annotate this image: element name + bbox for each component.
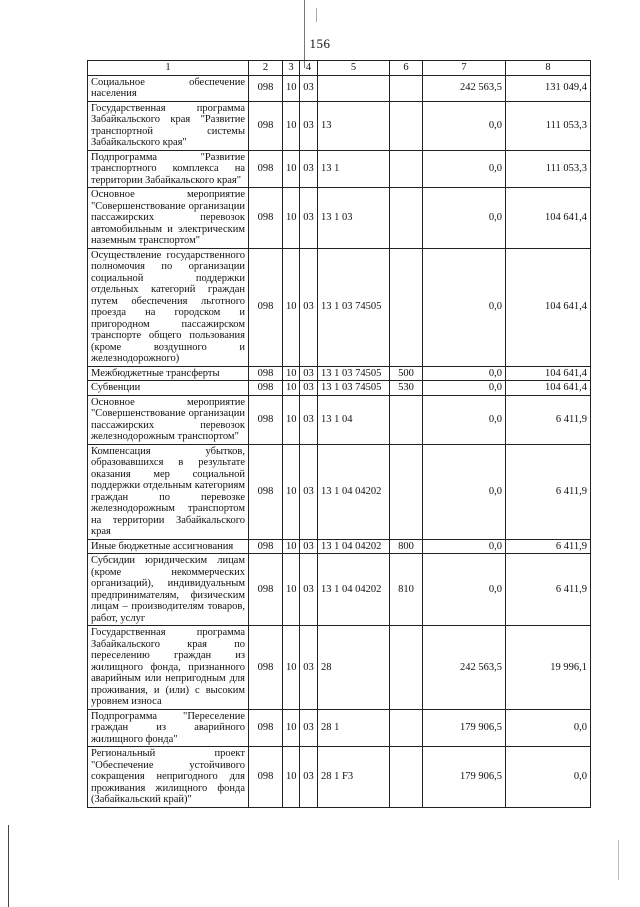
table-row [88, 444, 591, 539]
expense-type-code: 530 [390, 381, 423, 396]
section-code: 10 [283, 747, 300, 808]
amount-col8: 104 641,4 [506, 381, 591, 396]
table-row [88, 248, 591, 366]
section-code: 10 [283, 554, 300, 626]
row-name: Осуществление государственного полномочия по организации социальной поддержки отдельных категорий граждан путем обеспечения льготного проезда на городском и пригородном пассажирском транспорте общего пользования (кроме воздушного и железнодорожного) [88, 248, 249, 366]
table-body [88, 75, 591, 807]
target-article-code: 28 1 [318, 709, 390, 747]
table-row [88, 150, 591, 188]
admin-code: 098 [249, 626, 283, 710]
expense-type-code [390, 101, 423, 150]
target-article-code: 13 1 03 74505 [318, 381, 390, 396]
subsection-code: 03 [300, 539, 318, 554]
section-code: 10 [283, 101, 300, 150]
row-name: Социальное обеспечение населения [88, 75, 249, 101]
expense-type-code [390, 150, 423, 188]
amount-col8: 104 641,4 [506, 248, 591, 366]
table-row [88, 554, 591, 626]
expense-type-code [390, 709, 423, 747]
target-article-code: 13 1 03 74505 [318, 366, 390, 381]
target-article-code: 13 1 04 04202 [318, 444, 390, 539]
admin-code: 098 [249, 554, 283, 626]
amount-col7: 0,0 [423, 444, 506, 539]
column-header: 1 [88, 61, 249, 76]
column-header: 3 [283, 61, 300, 76]
expense-type-code [390, 188, 423, 249]
table-row [88, 381, 591, 396]
amount-col7: 0,0 [423, 539, 506, 554]
target-article-code: 13 1 03 [318, 188, 390, 249]
amount-col8: 6 411,9 [506, 444, 591, 539]
subsection-code: 03 [300, 150, 318, 188]
row-name: Иные бюджетные ассигнования [88, 539, 249, 554]
table-row [88, 366, 591, 381]
admin-code: 098 [249, 539, 283, 554]
table-row [88, 709, 591, 747]
amount-col7: 0,0 [423, 381, 506, 396]
row-name: Межбюджетные трансферты [88, 366, 249, 381]
admin-code: 098 [249, 709, 283, 747]
expense-type-code: 810 [390, 554, 423, 626]
column-header: 5 [318, 61, 390, 76]
amount-col7: 0,0 [423, 554, 506, 626]
table-row [88, 101, 591, 150]
expense-type-code [390, 75, 423, 101]
admin-code: 098 [249, 248, 283, 366]
amount-col8: 131 049,4 [506, 75, 591, 101]
table-row [88, 188, 591, 249]
table-row [88, 75, 591, 101]
amount-col8: 0,0 [506, 747, 591, 808]
amount-col8: 19 996,1 [506, 626, 591, 710]
amount-col7: 0,0 [423, 395, 506, 444]
row-name: Компенсация убытков, образовавшихся в результате оказания мер социальной поддержки отдельным категориям граждан по перевозке железнодорожным транспортом на территории Забайкальского края [88, 444, 249, 539]
section-code: 10 [283, 188, 300, 249]
expense-type-code [390, 747, 423, 808]
expense-type-code [390, 248, 423, 366]
section-code: 10 [283, 150, 300, 188]
amount-col8: 6 411,9 [506, 395, 591, 444]
amount-col8: 111 053,3 [506, 150, 591, 188]
expense-type-code [390, 444, 423, 539]
column-header: 4 [300, 61, 318, 76]
amount-col7: 0,0 [423, 150, 506, 188]
row-name: Подпрограмма "Развитие транспортного комплекса на территории Забайкальского края" [88, 150, 249, 188]
section-code: 10 [283, 626, 300, 710]
expense-type-code: 800 [390, 539, 423, 554]
admin-code: 098 [249, 381, 283, 396]
section-code: 10 [283, 709, 300, 747]
section-code: 10 [283, 75, 300, 101]
section-code: 10 [283, 366, 300, 381]
amount-col7: 0,0 [423, 101, 506, 150]
target-article-code: 13 1 04 04202 [318, 539, 390, 554]
admin-code: 098 [249, 444, 283, 539]
table-header-row [88, 61, 591, 76]
amount-col8: 6 411,9 [506, 539, 591, 554]
row-name: Субсидии юридическим лицам (кроме некоммерческих организаций), индивидуальным предпринимателям, физическим лицам – производителям товаров, работ, услуг [88, 554, 249, 626]
amount-col7: 242 563,5 [423, 626, 506, 710]
target-article-code [318, 75, 390, 101]
row-name: Государственная программа Забайкальского края по переселению граждан из жилищного фонда, признанного аварийным или непригодным для проживания, и (или) с высоким уровнем износа [88, 626, 249, 710]
admin-code: 098 [249, 747, 283, 808]
column-header: 6 [390, 61, 423, 76]
subsection-code: 03 [300, 395, 318, 444]
scan-margin-line [8, 825, 9, 907]
admin-code: 098 [249, 366, 283, 381]
amount-col8: 0,0 [506, 709, 591, 747]
target-article-code: 13 1 03 74505 [318, 248, 390, 366]
scan-mark [316, 8, 317, 22]
admin-code: 098 [249, 75, 283, 101]
subsection-code: 03 [300, 709, 318, 747]
table-row [88, 626, 591, 710]
target-article-code: 13 [318, 101, 390, 150]
admin-code: 098 [249, 188, 283, 249]
target-article-code: 13 1 [318, 150, 390, 188]
amount-col7: 0,0 [423, 188, 506, 249]
subsection-code: 03 [300, 747, 318, 808]
scan-mark [618, 840, 619, 880]
admin-code: 098 [249, 150, 283, 188]
target-article-code: 28 1 F3 [318, 747, 390, 808]
target-article-code: 28 [318, 626, 390, 710]
budget-table [87, 60, 591, 808]
admin-code: 098 [249, 395, 283, 444]
row-name: Региональный проект "Обеспечение устойчивого сокращения непригодного для проживания жилищного фонда (Забайкальский край)" [88, 747, 249, 808]
subsection-code: 03 [300, 248, 318, 366]
amount-col8: 104 641,4 [506, 366, 591, 381]
amount-col8: 6 411,9 [506, 554, 591, 626]
row-name: Основное мероприятие "Совершенствование организации пассажирских перевозок автомобильным и электрическим наземным транспортом" [88, 188, 249, 249]
column-header: 8 [506, 61, 591, 76]
amount-col7: 0,0 [423, 366, 506, 381]
row-name: Субвенции [88, 381, 249, 396]
amount-col7: 0,0 [423, 248, 506, 366]
section-code: 10 [283, 539, 300, 554]
subsection-code: 03 [300, 444, 318, 539]
subsection-code: 03 [300, 188, 318, 249]
scan-mark [304, 0, 305, 68]
target-article-code: 13 1 04 [318, 395, 390, 444]
section-code: 10 [283, 381, 300, 396]
table-row [88, 395, 591, 444]
expense-type-code [390, 395, 423, 444]
column-header: 7 [423, 61, 506, 76]
table-row [88, 539, 591, 554]
target-article-code: 13 1 04 04202 [318, 554, 390, 626]
page-number: 156 [309, 36, 331, 51]
row-name: Государственная программа Забайкальского края "Развитие транспортной системы Забайкальского края" [88, 101, 249, 150]
subsection-code: 03 [300, 554, 318, 626]
section-code: 10 [283, 444, 300, 539]
admin-code: 098 [249, 101, 283, 150]
expense-type-code: 500 [390, 366, 423, 381]
subsection-code: 03 [300, 366, 318, 381]
table-row [88, 747, 591, 808]
row-name: Основное мероприятие "Совершенствование организации пассажирских перевозок железнодорожным транспортом" [88, 395, 249, 444]
amount-col7: 242 563,5 [423, 75, 506, 101]
amount-col7: 179 906,5 [423, 709, 506, 747]
row-name: Подпрограмма "Переселение граждан из аварийного жилищного фонда" [88, 709, 249, 747]
amount-col8: 111 053,3 [506, 101, 591, 150]
section-code: 10 [283, 395, 300, 444]
subsection-code: 03 [300, 101, 318, 150]
subsection-code: 03 [300, 75, 318, 101]
subsection-code: 03 [300, 381, 318, 396]
section-code: 10 [283, 248, 300, 366]
amount-col7: 179 906,5 [423, 747, 506, 808]
expense-type-code [390, 626, 423, 710]
amount-col8: 104 641,4 [506, 188, 591, 249]
subsection-code: 03 [300, 626, 318, 710]
column-header: 2 [249, 61, 283, 76]
